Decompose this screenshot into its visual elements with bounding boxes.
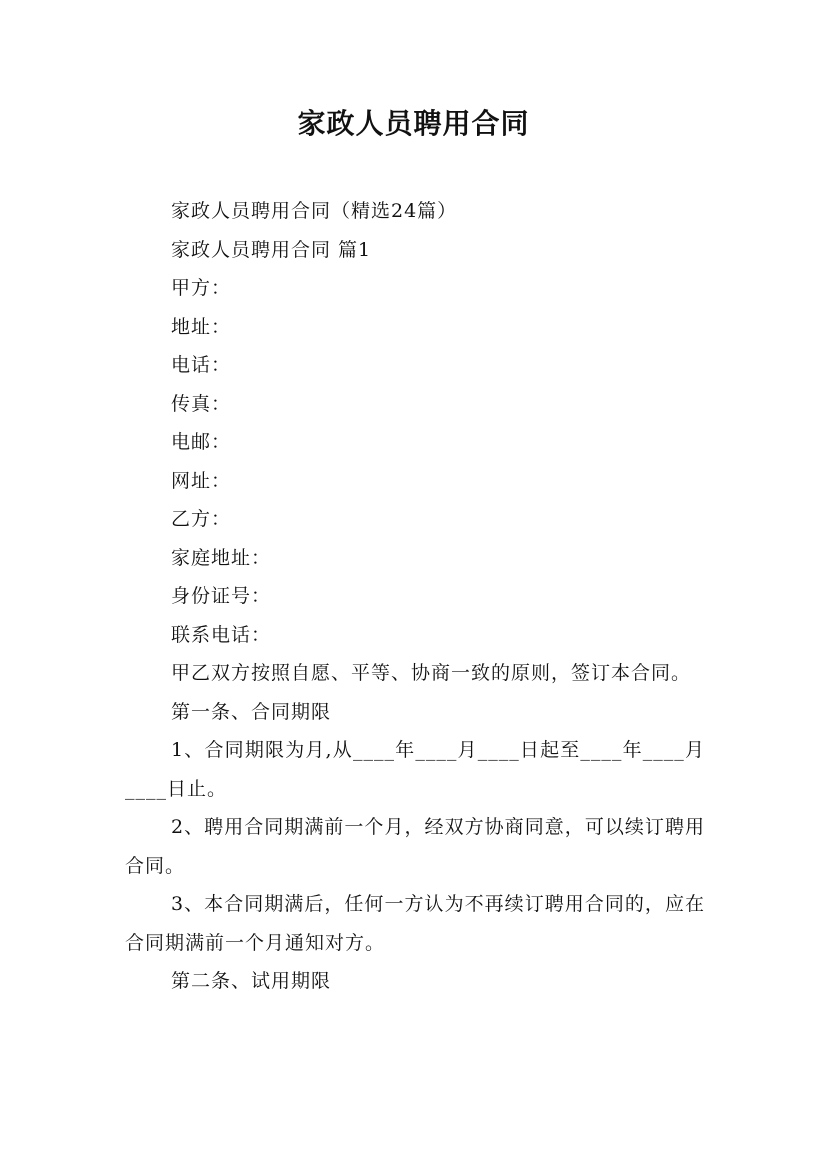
document-title: 家政人员聘用合同: [297, 107, 530, 140]
clause-1-1: 1、合同期限为月,从____年____月____日起至____年____月____日止。: [125, 739, 705, 800]
contact-phone-label: 联系电话：: [171, 623, 272, 646]
fax-label: 传真：: [171, 392, 232, 415]
website-label: 网址：: [171, 469, 232, 492]
phone-label: 电话：: [171, 354, 232, 376]
clause-1-3: 3、本合同期满后，任何一方认为不再续订聘用合同的，应在合同期满前一个月通知对方。: [125, 893, 705, 954]
address-label: 地址：: [171, 315, 232, 338]
party-a-label: 甲方：: [171, 277, 232, 299]
email-label: 电邮：: [171, 431, 232, 453]
section-heading: 家政人员聘用合同 篇1: [171, 238, 372, 261]
subtitle-line: 家政人员聘用合同（精选24篇）: [171, 200, 458, 222]
clause-1-2: 2、聘用合同期满前一个月，经双方协商同意，可以续订聘用合同。: [125, 816, 705, 877]
home-address-label: 家庭地址：: [171, 546, 272, 569]
party-b-label: 乙方：: [171, 508, 232, 530]
article-two-heading: 第二条、试用期限: [171, 970, 332, 992]
id-number-label: 身份证号：: [171, 585, 272, 607]
article-one-heading: 第一条、合同期限: [171, 700, 332, 723]
document-body: [125, 192, 705, 1001]
principle-paragraph: 甲乙双方按照自愿、平等、协商一致的原则，签订本合同。: [171, 662, 692, 684]
